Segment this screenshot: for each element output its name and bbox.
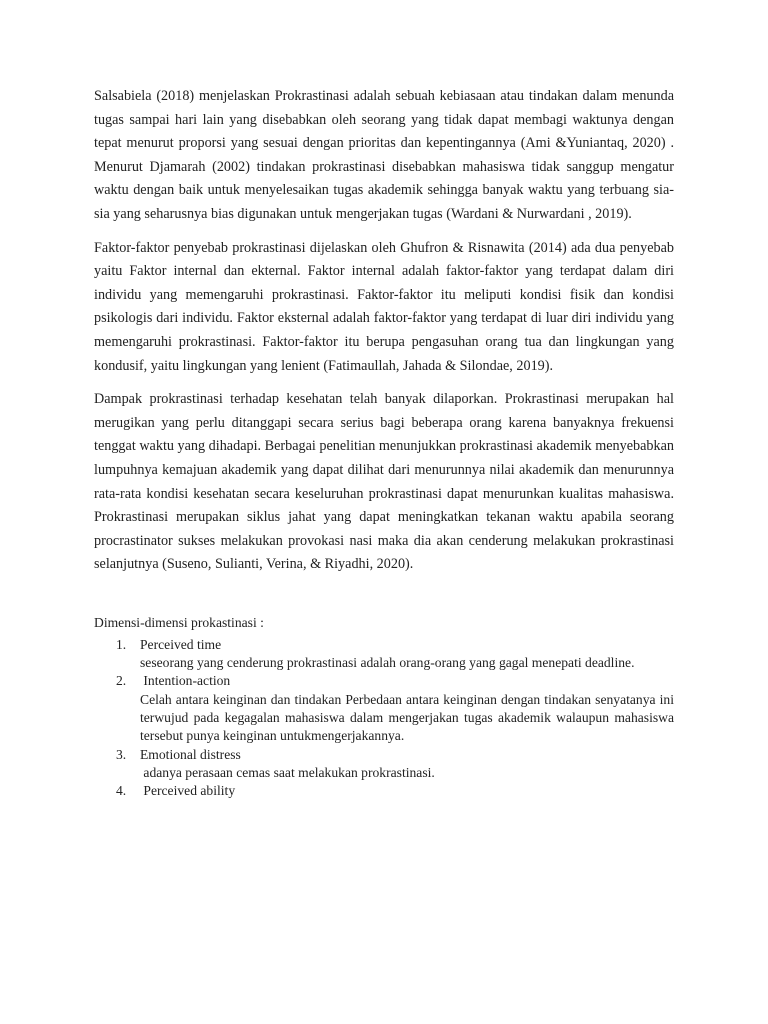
list-number: 3. bbox=[116, 746, 127, 762]
list-item-description: Celah antara keinginan dan tindakan Perbedaan antara keinginan dengan tindakan senyatanya ini terwujud pada kegagalan mahasiswa dalam mengerjakan tugas akademik walaupun mahasiswa tersebut punya keinginan untukmengerjakannya. bbox=[140, 691, 674, 744]
list-number: 1. bbox=[116, 636, 127, 652]
list-number: 4. bbox=[116, 783, 127, 799]
dimensions-heading: Dimensi-dimensi prokastinasi : bbox=[94, 614, 264, 630]
list-item-title: Perceived time bbox=[140, 636, 222, 652]
document-page bbox=[94, 85, 674, 801]
list-item bbox=[94, 782, 674, 800]
paragraph-2: Faktor-faktor penyebab prokrastinasi dijelaskan oleh Ghufron & Risnawita (2014) ada dua penyebab yaitu Faktor internal dan ekternal. Faktor internal adalah faktor-faktor yang terdapat dalam diri individu yang memengaruhi prokrastinasi. Faktor-faktor itu meliputi kondisi fisik dan kondisi psikologis dari individu. Faktor eksternal adalah faktor-faktor yang terdapat di luar diri individu yang memengaruhi prokrastinasi. Faktor-faktor itu berupa pengasuhan orang tua dan lingkungan yang kondusif, yaitu lingkungan yang lenient (Fatimaullah, Jahada & Silondae, 2019). bbox=[94, 239, 674, 374]
list-item-title: Emotional distress bbox=[140, 746, 241, 762]
list-item bbox=[94, 672, 674, 745]
list-item bbox=[94, 746, 674, 783]
list-item-description: adanya perasaan cemas saat melakukan prokrastinasi. bbox=[140, 764, 435, 780]
list-item bbox=[94, 636, 674, 673]
list-item-description: seseorang yang cenderung prokrastinasi adalah orang-orang yang gagal menepati deadline. bbox=[140, 655, 635, 671]
list-item-title: Perceived ability bbox=[140, 783, 236, 799]
dimensions-list bbox=[94, 636, 674, 801]
paragraph-3: Dampak prokrastinasi terhadap kesehatan telah banyak dilaporkan. Prokrastinasi merupakan hal merugikan yang perlu ditanggapi secara serius bagi beberapa orang karena banyaknya frekuensi tenggat waktu yang dihadapi. Berbagai penelitian menunjukkan prokrastinasi akademik menyebabkan lumpuhnya kemajuan akademik yang dapat dilihat dari menurunnya nilai akademik dan menurunnya rata-rata kondisi kesehatan secara keseluruhan prokrastinasi dapat menurunkan kualitas mahasiswa. Prokrastinasi merupakan siklus jahat yang dapat meningkatkan tekanan waktu apabila seorang procrastinator sukses melakukan provokasi nasi maka dia akan cenderung melakukan prokrastinasi selanjutnya (Suseno, Sulianti, Verina, & Riyadhi, 2020). bbox=[94, 391, 674, 573]
list-item-title: Intention-action bbox=[140, 673, 231, 689]
list-number: 2. bbox=[116, 673, 127, 689]
paragraph-1: Salsabiela (2018) menjelaskan Prokrastinasi adalah sebuah kebiasaan atau tindakan dalam menunda tugas sampai hari lain yang disebabkan oleh seorang yang tidak dapat membagi waktunya dengan tepat menurut proporsi yang sesuai dengan prioritas dan kepentingannya (Ami &Yuniantaq, 2020) . Menurut Djamarah (2002) tindakan prokrastinasi disebabkan mahasiswa tidak sanggup mengatur waktu dengan baik untuk menyelesaikan tugas akademik sehingga banyak waktu yang terbuang sia-sia yang seharusnya bias digunakan untuk mengerjakan tugas (Wardani & Nurwardani , 2019). bbox=[94, 88, 674, 222]
